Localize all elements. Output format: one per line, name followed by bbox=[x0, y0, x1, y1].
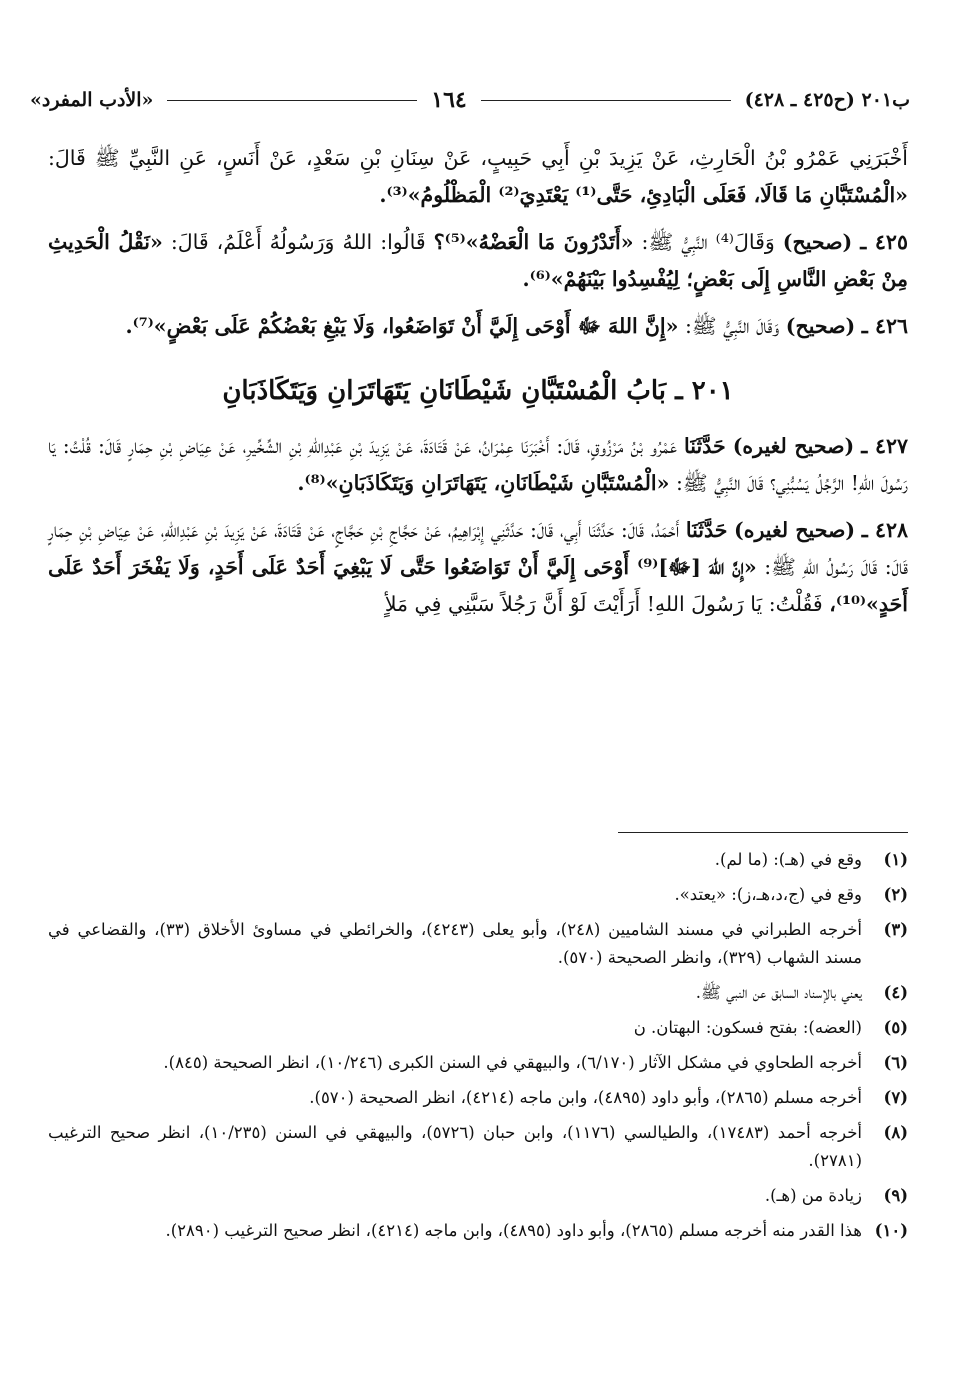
footnote-number: (٣) bbox=[883, 920, 908, 939]
haddathana-word: حَدَّثَنَا bbox=[685, 518, 728, 542]
footnote-text: زيادة من (هـ). bbox=[764, 1186, 862, 1205]
hadith-quote: «إِنَّ اللهَ [ﷻ]⁽⁹⁾ أَوْحَى إِلَيَّ أَنْ تَوَاضَعُوا حَتَّى لَا يَبْغِيَ أَحَدٌ عَلَى أَحَدٍ، وَلَا يَفْخَرَ أَحَدٌ عَلَى أَحَدٍ»⁽¹⁰⁾، bbox=[48, 555, 908, 616]
hadith-number: ٤٢٥ ـ bbox=[860, 230, 908, 254]
hadith-quote: «نَقْلُ الْحَدِيثِ مِنْ بَعْضِ النَّاسِ إِلَى بَعْضٍ؛ لِيُفْسِدُوا بَيْنَهُمْ»⁽⁶⁾. bbox=[48, 230, 908, 291]
intro-paragraph bbox=[48, 140, 908, 214]
hadith-grade: (صحيح) bbox=[782, 230, 853, 254]
footnote-number: (٨) bbox=[883, 1123, 908, 1142]
footnote-number: (٢) bbox=[883, 885, 908, 904]
footnote-text: يعني بالإسناد السابق عن النبي ﷺ. bbox=[695, 983, 862, 1002]
footnote-text: أخرجه أحمد (١٧٤٨٣)، والطيالسي (١١٧٦)، وابن حبان (٥٧٢٦)، والبيهقي في السنن (١٠/٢٣٥)، انظر صحيح الترغيب (٢٧٨١). bbox=[48, 1123, 863, 1170]
chapter-title: ٢٠١ ـ بَابُ الْمُسْتَبَّانِ شَيْطَانَانِ يَتَهَاتَرَانِ وَيَتَكَاذَبَانِ bbox=[222, 376, 734, 406]
running-header bbox=[30, 82, 910, 118]
hadith-text: وَقَالَ النَّبِيُّ ﷺ: bbox=[684, 314, 780, 338]
hadith-426 bbox=[48, 308, 908, 345]
haddathana-word: حَدَّثَنَا bbox=[684, 434, 726, 458]
intro-quote: «الْمُسْتَبَّانِ مَا قَالَا، فَعَلَى الْبَادِئِ، حَتَّى⁽¹⁾ يَعْتَدِيَ⁽²⁾ الْمَظْلُومُ»⁽³⁾. bbox=[379, 183, 908, 207]
hadith-427 bbox=[48, 428, 908, 502]
hadith-grade: (صحيح لغيره) bbox=[732, 434, 855, 458]
footnote-number: (١٠) bbox=[874, 1221, 908, 1240]
footnote-text: وقع في (ج،د،هـ،ز): «يعتد». bbox=[674, 885, 862, 904]
hadith-quote: «أَتَدْرُونَ مَا الْعَضْهُ»⁽⁵⁾؟ bbox=[433, 230, 634, 254]
page-number: ١٦٤ bbox=[431, 87, 467, 113]
footnote-number: (٧) bbox=[883, 1088, 908, 1107]
footnote bbox=[48, 846, 908, 874]
hadith-text: قَالُوا: اللهُ وَرَسُولُهُ أَعْلَمُ، قَالَ: bbox=[170, 230, 426, 254]
footnote bbox=[48, 1084, 908, 1112]
footnote bbox=[48, 1014, 908, 1042]
intro-text: أَخْبَرَنِي عَمْرُو بْنُ الْحَارِثِ، عَنْ يَزِيدَ بْنِ أَبِي حَبِيبٍ، عَنْ سِنَانِ بْنِ سَعْدٍ، عَنْ أَنَسٍ، عَنِ النَّبِيِّ ﷺ قَالَ: bbox=[48, 146, 908, 170]
hadith-text: أَحْمَدُ، قَالَ: حَدَّثَنَا أَبِي، قَالَ: حَدَّثَنِي إِبْرَاهِيمُ، عَنْ حَجَّاجِ بْنِ حَجَّاجٍ، عَنْ قَتَادَةَ، عَنْ يَزِيدَ بْنِ عَبْدِاللهِ، عَنْ عِيَاضِ بْنِ حِمَارٍ قَالَ: قَالَ رَسُولُ اللهِ ﷺ: bbox=[48, 518, 908, 579]
footnote-text: أخرجه مسلم (٢٨٦٥)، وأبو داود (٤٨٩٥)، وابن ماجه (٤٢١٤)، انظر الصحيحة (٥٧٠). bbox=[309, 1088, 862, 1107]
footnote-text: أخرجه الطحاوي في مشكل الآثار (٦/١٧٠)، والبيهقي في السنن الكبرى (١٠/٢٤٦)، انظر الصحيحة (٨٤٥). bbox=[163, 1053, 862, 1072]
hadith-number: ٤٢٨ ـ bbox=[861, 518, 908, 542]
main-text bbox=[48, 140, 908, 633]
footnotes bbox=[48, 846, 908, 1252]
hadith-428 bbox=[48, 512, 908, 623]
footnote-number: (٥) bbox=[883, 1018, 908, 1037]
hadith-grade: (صحيح) bbox=[785, 314, 856, 338]
footnote-text: أخرجه الطبراني في مسند الشاميين (٢٤٨)، وأبو يعلى (٤٢٤٣)، والخرائطي في مساوئ الأخلاق (٣٣)، والقضاعي في مسند الشهاب (٣٢٩)، وانظر الصحيحة (٥٧٠). bbox=[48, 920, 862, 967]
footnote bbox=[48, 916, 908, 972]
hadith-quote: «الْمُسْتَبَّانِ شَيْطَانَانِ، يَتَهَاتَرَانِ وَيَتَكَاذَبَانِ»⁽⁸⁾. bbox=[297, 471, 670, 495]
footnote bbox=[48, 881, 908, 909]
hadith-425 bbox=[48, 224, 908, 298]
footnote-number: (٩) bbox=[883, 1186, 908, 1205]
hadith-text: وَقَالَ⁽⁴⁾ النَّبِيُّ ﷺ: bbox=[641, 230, 775, 254]
hadith-text: عَمْرُو بْنُ مَرْزُوقٍ، قَالَ: أَخْبَرَنَا عِمْرَانُ، عَنْ قَتَادَةَ، عَنْ يَزِيدَ بْنِ عَبْدِاللهِ بْنِ الشِّخِّيرِ، عَنْ عِيَاضِ بْنِ حِمَارٍ قَالَ: قُلْتُ: يَا رَسُولَ اللهِ! الرَّجُلُ يَسُبُّنِي؟ قَالَ النَّبِيُّ ﷺ: bbox=[48, 434, 908, 495]
header-chapter-ref: ب٢٠١ (ح٤٢٥ ـ ٤٢٨) bbox=[744, 89, 910, 111]
footnote bbox=[48, 979, 908, 1007]
header-book-title: «الأدب المفرد» bbox=[29, 89, 154, 111]
footnote bbox=[48, 1217, 908, 1245]
hadith-grade: (صحيح لغيره) bbox=[734, 518, 856, 542]
footnote bbox=[48, 1049, 908, 1077]
header-rule-right bbox=[481, 100, 731, 101]
footnote bbox=[48, 1182, 908, 1210]
hadith-text: فَقُلْتُ: يَا رَسُولَ اللهِ! أَرَأَيْتَ لَوْ أَنَّ رَجُلاً سَبَّنِي فِي مَلأٍ bbox=[384, 592, 823, 616]
footnote-text: هذا القدر منه أخرجه مسلم (٢٨٦٥)، وأبو داود (٤٨٩٥)، وابن ماجه (٤٢١٤)، انظر صحيح الترغيب (٢٨٩٠). bbox=[165, 1221, 862, 1240]
footnote-number: (٤) bbox=[883, 983, 908, 1002]
footnote bbox=[48, 1119, 908, 1175]
footnote-number: (١) bbox=[883, 850, 908, 869]
footnote-text: وقع في (هـ): (ما لم). bbox=[714, 850, 862, 869]
footnote-separator bbox=[618, 832, 908, 833]
footnote-number: (٦) bbox=[883, 1053, 908, 1072]
hadith-number: ٤٢٦ ـ bbox=[861, 314, 908, 338]
footnote-text: (العضه): بفتح فسكون: البهتان. ن bbox=[633, 1018, 862, 1037]
hadith-quote: «إِنَّ اللهَ ﷻ أَوْحَى إِلَيَّ أَنْ تَوَاضَعُوا، وَلَا يَبْغِ بَعْضُكُمْ عَلَى بَعْضٍ»⁽⁷⁾. bbox=[125, 314, 679, 338]
header-rule-left bbox=[167, 100, 417, 101]
hadith-number: ٤٢٧ ـ bbox=[861, 434, 908, 458]
